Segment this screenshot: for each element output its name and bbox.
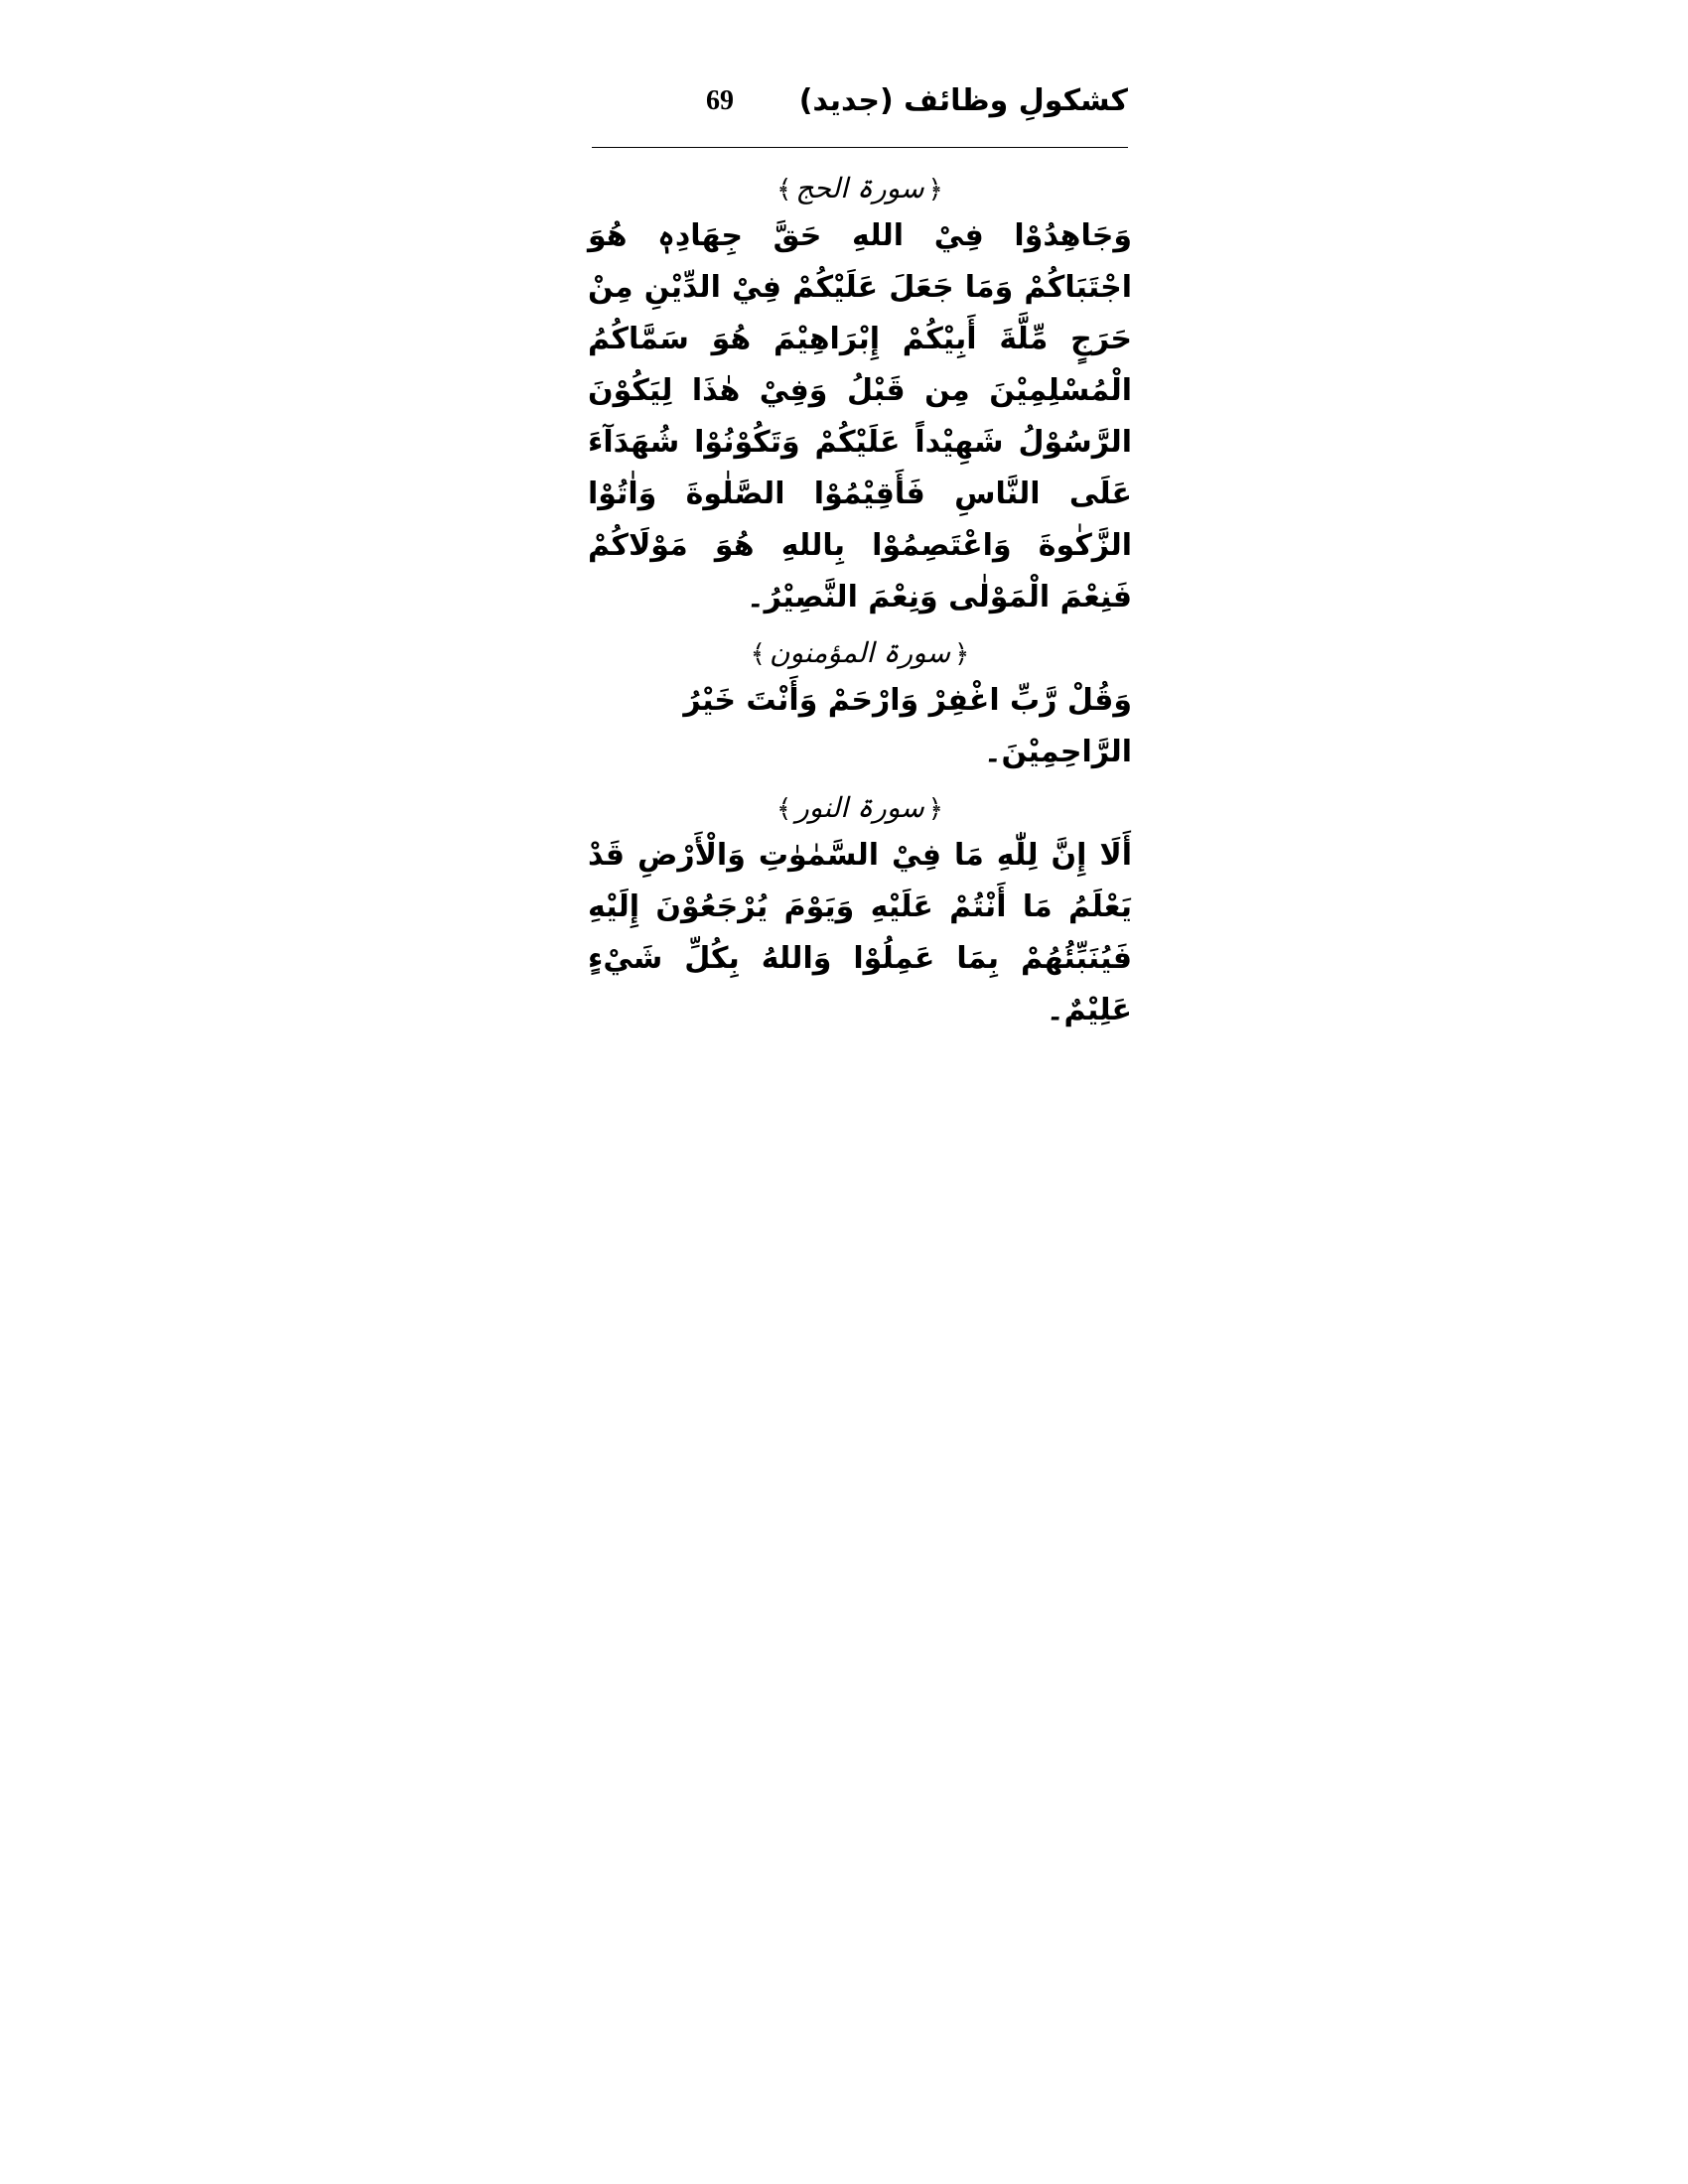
surah-heading-al-muminun xyxy=(588,631,1132,675)
surah-heading-an-nur xyxy=(588,786,1132,830)
verse-al-muminun: وَقُلْ رَّبِّ اغْفِرْ وَارْحَمْ وَأَنْتَ خَيْرُ الرَّاحِمِيْنَ۔ xyxy=(683,683,1132,769)
ornament-left-icon: ﴾ xyxy=(776,175,792,205)
book-title: کشکولِ وظائف (جدید) xyxy=(798,83,1128,118)
ornament-right-icon: ﴿ xyxy=(927,175,943,205)
surah-heading-text: سورۃ الحج xyxy=(795,172,924,205)
ornament-left-icon: ﴾ xyxy=(776,794,792,824)
surah-heading-al-hajj xyxy=(588,167,1132,210)
ornament-left-icon: ﴾ xyxy=(750,639,766,669)
page-content xyxy=(588,167,1132,1044)
page-number: 69 xyxy=(706,85,734,116)
verse-al-hajj: وَجَاهِدُوْا فِيْ اللهِ حَقَّ جِهَادِهٖ هُوَ اجْتَبَاكُمْ وَمَا جَعَلَ عَلَيْكُمْ فِيْ الدِّيْنِ مِنْ حَرَجٍ مِّلَّةَ أَبِيْكُمْ إِبْرَاهِيْمَ هُوَ سَمَّاكُمُ الْمُسْلِمِيْنَ مِن قَبْلُ وَفِيْ هٰذَا لِيَكُوْنَ الرَّسُوْلُ شَهِيْداً عَلَيْكُمْ وَتَكُوْنُوْا شُهَدَآءَ عَلَى النَّاسِ فَأَقِيْمُوْا الصَّلٰوةَ وَاٰتُوْا الزَّكٰوةَ وَاعْتَصِمُوْا بِاللهِ هُوَ مَوْلَاكُمْ فَنِعْمَ الْمَوْلٰى وَنِعْمَ النَّصِيْرُ۔ xyxy=(588,218,1132,614)
ornament-right-icon: ﴿ xyxy=(954,639,970,669)
ornament-right-icon: ﴿ xyxy=(927,794,943,824)
surah-heading-text: سورۃ المؤمنون xyxy=(769,636,951,669)
verse-an-nur: أَلَا إِنَّ لِلّٰهِ مَا فِيْ السَّمٰوٰتِ وَالْأَرْضِ قَدْ يَعْلَمُ مَا أَنْتُمْ عَلَيْهِ وَيَوْمَ يُرْجَعُوْنَ إِلَيْهِ فَيُنَبِّئُهُمْ بِمَا عَمِلُوْا وَاللهُ بِكُلِّ شَيْءٍ عَلِيْمٌ۔ xyxy=(588,838,1132,1027)
surah-heading-text: سورۃ النور xyxy=(795,791,924,824)
page-header xyxy=(592,83,1128,143)
header-divider xyxy=(592,147,1128,148)
